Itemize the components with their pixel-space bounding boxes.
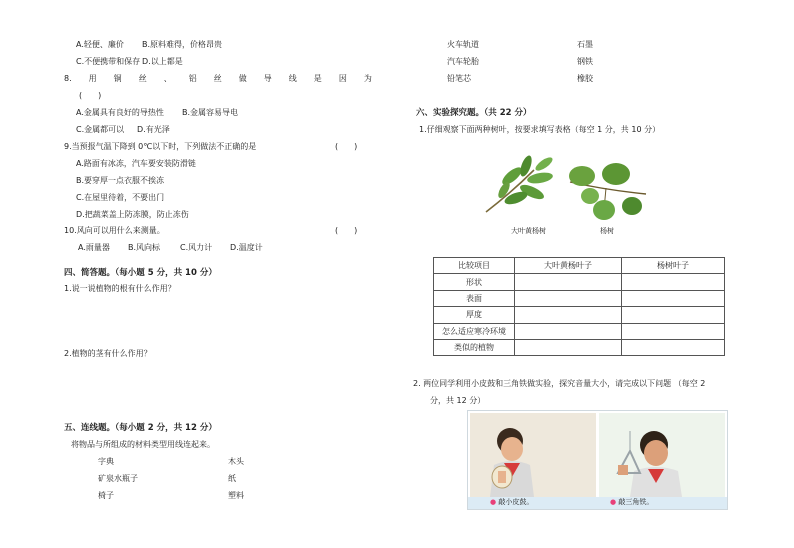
answer-cell[interactable] <box>515 323 622 339</box>
q9-option-d: D.把蔬菜盖上防冻膜，防止冻伤 <box>76 210 189 219</box>
answer-cell[interactable] <box>515 274 622 290</box>
q9-option-b: B.要穿厚一点衣服不挨冻 <box>76 176 165 185</box>
q9-option-c: C.在屋里待着，不要出门 <box>76 193 165 202</box>
q10-option-a: A.雨量器 <box>78 243 110 252</box>
q8-char: 是 <box>313 74 322 83</box>
leaf-comparison-table <box>433 257 725 356</box>
q8-char: 丝 <box>138 74 147 83</box>
q8-char: 做 <box>238 74 247 83</box>
row-label: 类似的植物 <box>434 339 515 355</box>
leaf1-caption: 大叶黄杨树 <box>511 227 546 235</box>
answer-cell[interactable] <box>515 307 622 323</box>
q8-char: 8. <box>64 74 72 83</box>
q10-option-c: C.风力计 <box>180 243 213 252</box>
answer-cell[interactable] <box>622 339 725 355</box>
row-label: 怎么适应寒冷环境 <box>434 323 515 339</box>
q8-char: 、 <box>163 74 172 83</box>
section6-q2-line2: 分，共 12 分） <box>430 396 486 405</box>
q8-char: 线 <box>288 74 297 83</box>
table-row <box>434 274 725 290</box>
bullet-icon: ● <box>490 498 497 506</box>
answer-cell[interactable] <box>515 339 622 355</box>
q8-stem <box>64 74 372 84</box>
q8-option-d: D.有光泽 <box>137 125 170 134</box>
q8-option-b: B.金属容易导电 <box>182 108 239 117</box>
table-row <box>434 323 725 339</box>
section6-q2-line1: 2. 两位同学利用小皮鼓和三角铁做实验，探究音量大小，请完成以下问题 （每空 2 <box>413 379 706 388</box>
match-left-item: 火车轨道 <box>447 40 479 49</box>
q10-option-d: D.温度计 <box>230 243 263 252</box>
q8-option-c: C.金属都可以 <box>76 125 125 134</box>
section6-title: 六、实验探究题。（共 22 分） <box>416 108 532 118</box>
q9-stem: 9.当预报气温下降到 0℃以下时，下列做法不正确的是 <box>64 142 257 151</box>
section5-title: 五、连线题。（每小题 2 分，共 12 分） <box>64 423 217 433</box>
table-header-cell: 大叶黄杨叶子 <box>515 258 622 274</box>
row-label: 表面 <box>434 290 515 306</box>
q8-char: 用 <box>88 74 97 83</box>
section6-q1: 1.仔细观察下面两种树叶，按要求填写表格（每空 1 分，共 10 分） <box>419 125 661 134</box>
table-header-cell: 杨树叶子 <box>622 258 725 274</box>
q8-option-a: A.金属具有良好的导热性 <box>76 108 164 117</box>
answer-cell[interactable] <box>515 290 622 306</box>
match-left-item: 字典 <box>98 457 114 466</box>
match-left-item: 矿泉水瓶子 <box>98 474 138 483</box>
table-row <box>434 290 725 306</box>
photo-caption2-text: 敲三角铁。 <box>618 498 654 506</box>
table-header-cell: 比较项目 <box>434 258 515 274</box>
bullet-icon: ● <box>610 498 617 506</box>
match-right-item: 塑料 <box>228 491 244 500</box>
section5-instruction: 将物品与所组成的材料类型用线连起来。 <box>71 440 215 449</box>
section4-title: 四、简答题。（每小题 5 分，共 10 分） <box>64 268 217 278</box>
q10-stem: 10.风向可以用什么来测量。 <box>64 226 165 235</box>
experiment-photo <box>467 410 728 510</box>
photo-caption2 <box>610 498 653 507</box>
answer-cell[interactable] <box>622 274 725 290</box>
leaf2-caption: 杨树 <box>600 227 614 235</box>
q8-char: 为 <box>363 74 372 83</box>
answer-cell[interactable] <box>622 307 725 323</box>
q8-char: 导 <box>263 74 272 83</box>
match-right-item: 石墨 <box>577 40 593 49</box>
match-right-item: 纸 <box>228 474 236 483</box>
row-label: 厚度 <box>434 307 515 323</box>
q7-option-a: A.轻便、廉价 <box>76 40 124 49</box>
q8-char: 因 <box>338 74 347 83</box>
match-left-item: 汽车轮胎 <box>447 57 479 66</box>
photo-caption1 <box>490 498 533 507</box>
row-label: 形状 <box>434 274 515 290</box>
q7-option-b: B.原料难得，价格昂贵 <box>142 40 223 49</box>
q7-option-d: D.以上都是 <box>142 57 183 66</box>
q10-option-b: B.风向标 <box>128 243 161 252</box>
q8-char: 铝 <box>188 74 197 83</box>
experiment-illustration <box>468 411 727 497</box>
boxwood-leaf-image <box>482 152 560 224</box>
match-left-item: 椅子 <box>98 491 114 500</box>
q8-char: 铜 <box>113 74 122 83</box>
table-row <box>434 307 725 323</box>
answer-cell[interactable] <box>622 290 725 306</box>
photo-caption1-text: 敲小皮鼓。 <box>498 498 534 506</box>
match-right-item: 钢铁 <box>577 57 593 66</box>
match-right-item: 木头 <box>228 457 244 466</box>
match-left-item: 铅笔芯 <box>447 74 471 83</box>
section4-q1: 1.说一说植物的根有什么作用？ <box>64 284 176 293</box>
q7-option-c: C.不便携带和保存 <box>76 57 141 66</box>
q9-answer-paren: ( ) <box>335 142 358 151</box>
q10-answer-paren: ( ) <box>335 226 358 235</box>
match-right-item: 橡胶 <box>577 74 593 83</box>
q8-answer-paren: ( ) <box>79 91 102 100</box>
answer-cell[interactable] <box>622 323 725 339</box>
table-header-row <box>434 258 725 274</box>
q9-option-a: A.路面有冰冻，汽车要安装防滑链 <box>76 159 196 168</box>
poplar-leaf-image <box>566 160 648 224</box>
table-row <box>434 339 725 355</box>
section4-q2: 2.植物的茎有什么作用？ <box>64 349 152 358</box>
q8-char: 丝 <box>213 74 222 83</box>
